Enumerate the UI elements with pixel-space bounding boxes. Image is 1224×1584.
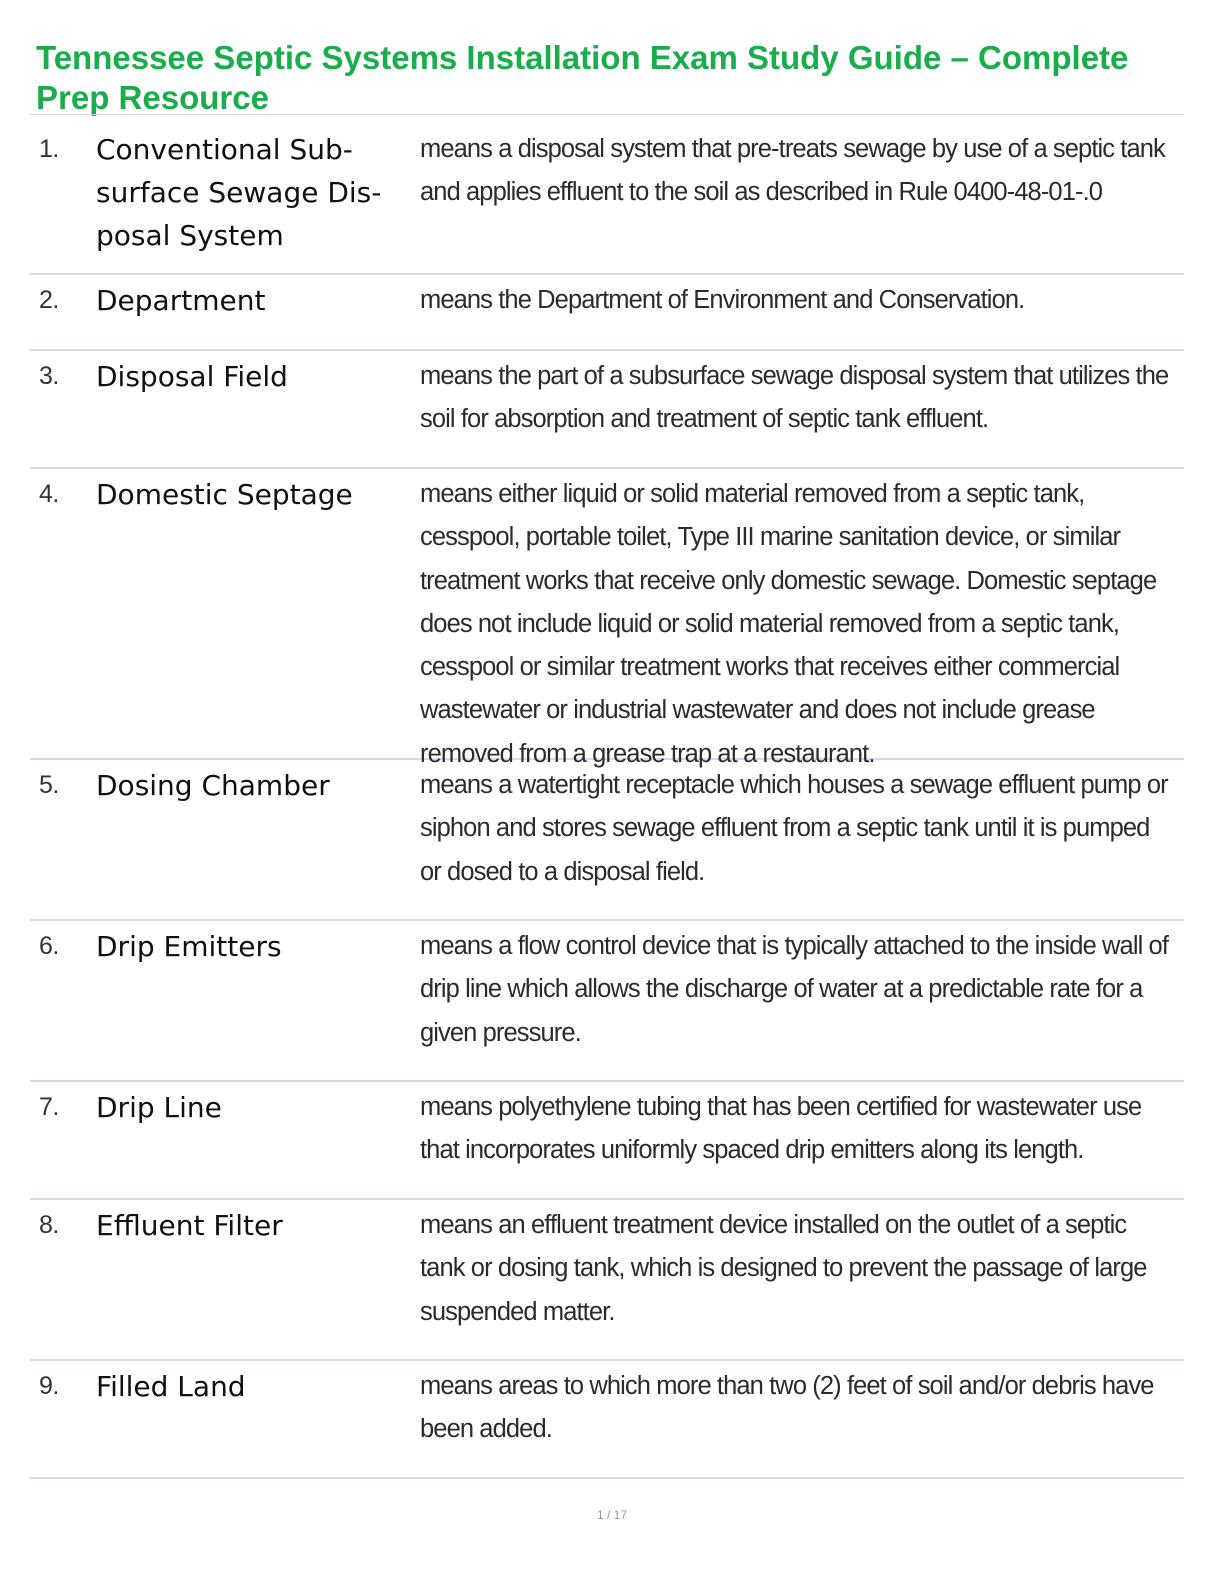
item-number: 6.: [39, 932, 59, 960]
term-definition: means polyethylene tubing that has been certified for wastewater use that incorporates uniformly spaced drip emitters along its length.: [420, 1093, 1142, 1165]
term-definition: means either liquid or solid material removed from a septic tank, cesspool, portable toilet, Type III marine sanitation device, or similar treatment works that receive only domestic sewage. Domestic septage does not include liquid or solid material removed from a septic tank, cesspool or similar treatment works that receives either commercial wastewater or industrial wastewater and does not include grease removed from a grease trap at a restaurant.: [420, 480, 1157, 768]
definitions-list: [30, 124, 1184, 1479]
term-definition: means a disposal system that pre-treats sewage by use of a septic tank and applies effluent to the soil as described in Rule 0400-48-01-.0: [420, 135, 1165, 207]
list-item: [30, 760, 1184, 921]
term-name: Domestic Septage: [96, 478, 353, 511]
item-number: 4.: [39, 480, 59, 508]
list-item: [30, 1200, 1184, 1361]
item-number: 8.: [39, 1211, 59, 1239]
term-name: Drip Line: [96, 1091, 222, 1124]
list-item: [30, 469, 1184, 768]
item-number: 9.: [39, 1372, 59, 1400]
item-number: 3.: [39, 362, 59, 390]
term-name: Drip Emitters: [96, 930, 282, 963]
list-item: [30, 124, 1184, 275]
list-item: [30, 275, 1184, 351]
term-definition: means the Department of Environment and Conservation.: [420, 286, 1025, 314]
term-name: Department: [96, 284, 266, 317]
page-title: Tennessee Septic Systems Installation Exam Study Guide – Complete Prep Resource: [36, 39, 1129, 116]
term-definition: means the part of a subsurface sewage disposal system that utilizes the soil for absorption and treatment of septic tank effluent.: [420, 362, 1169, 434]
list-item: [30, 921, 1184, 1082]
term-name: Effluent Filter: [96, 1209, 283, 1242]
page-indicator: 1 / 17: [596, 1508, 628, 1522]
title-divider: [30, 114, 1184, 115]
list-item: [30, 1361, 1184, 1479]
term-definition: means a watertight receptacle which houses a sewage effluent pump or siphon and stores sewage effluent from a septic tank until it is pumped or dosed to a disposal field.: [420, 771, 1168, 886]
term-name: Filled Land: [96, 1370, 246, 1403]
item-number: 2.: [39, 286, 59, 314]
list-item: [30, 1082, 1184, 1200]
item-number: 1.: [39, 135, 59, 163]
term-definition: means an effluent treatment device installed on the outlet of a septic tank or dosing tank, which is designed to prevent the passage of large suspended matter.: [420, 1211, 1147, 1326]
item-number: 5.: [39, 771, 59, 799]
term-name: Dosing Chamber: [96, 769, 330, 802]
term-definition: means a flow control device that is typically attached to the inside wall of drip line which allows the discharge of water at a predictable rate for a given pressure.: [420, 932, 1169, 1047]
item-number: 7.: [39, 1093, 59, 1121]
term-name: Conventional Sub-surface Sewage Dis-posal System: [96, 133, 382, 252]
list-item: [30, 351, 1184, 469]
term-name: Disposal Field: [96, 360, 288, 393]
term-definition: means areas to which more than two (2) feet of soil and/or debris have been added.: [420, 1372, 1154, 1444]
